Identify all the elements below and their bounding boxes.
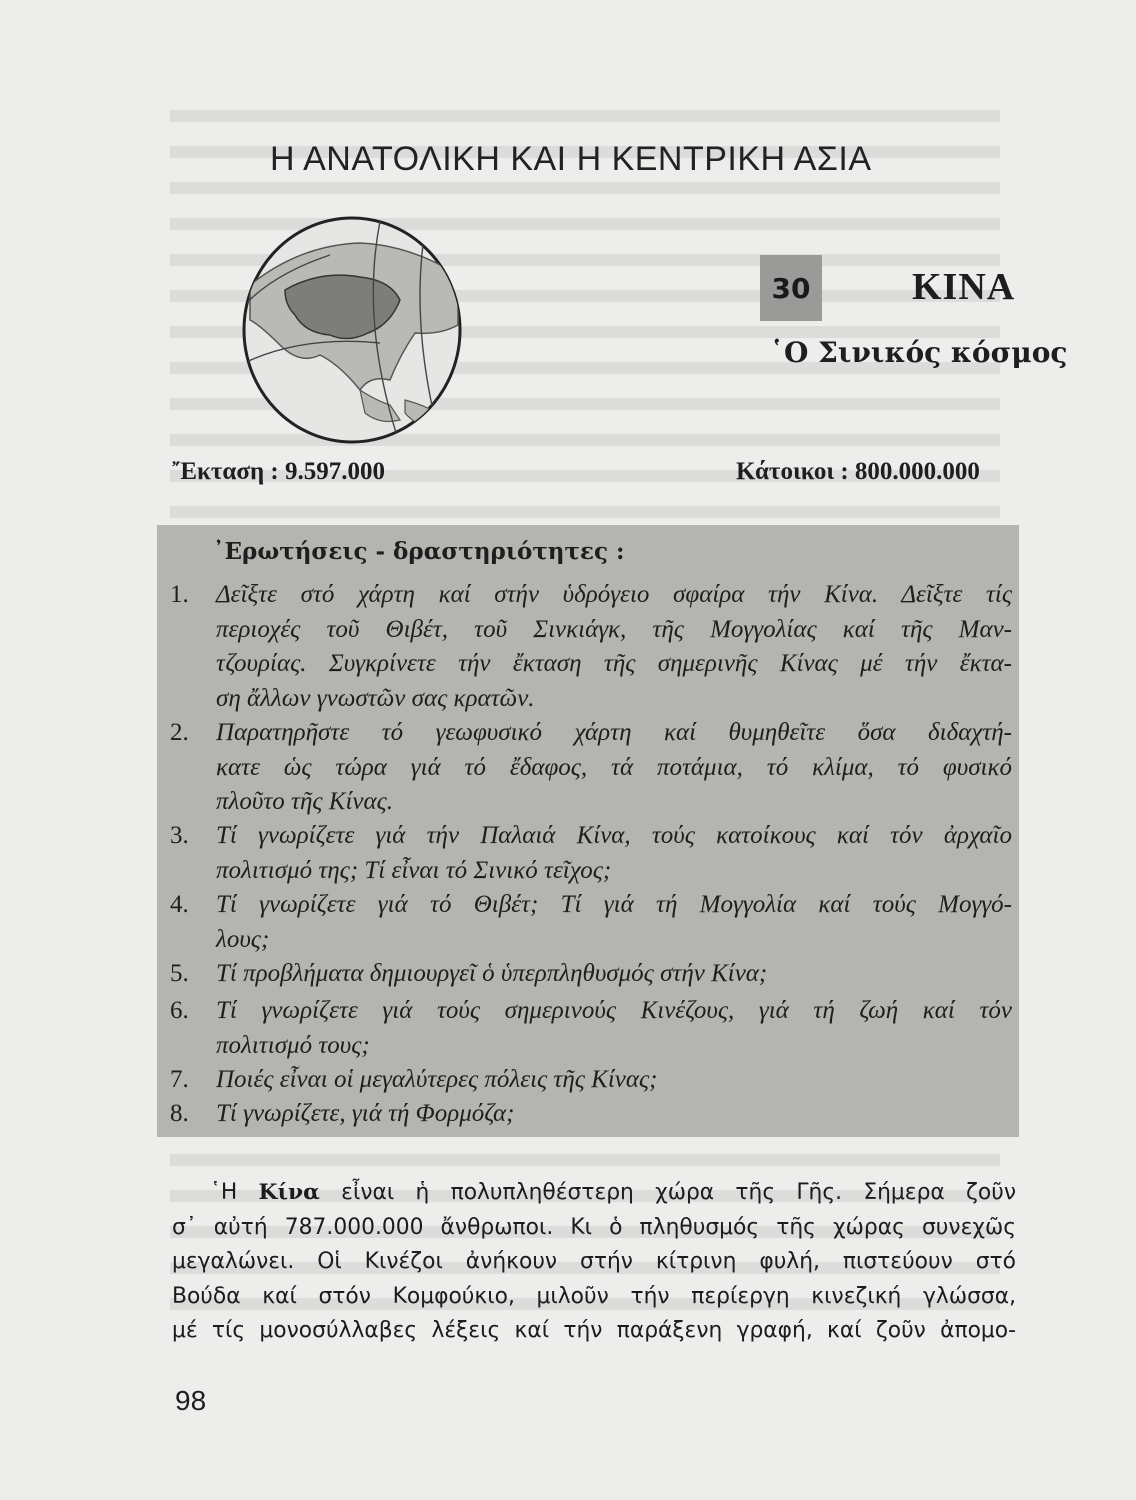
question-line: πολιτισμό τους; xyxy=(216,1031,370,1059)
globe-map-icon xyxy=(240,215,465,445)
body-line xyxy=(172,1176,1016,1211)
question-number: 7. xyxy=(170,1066,189,1093)
bold-term: Κίνα xyxy=(258,1180,320,1205)
question-item xyxy=(170,957,1012,992)
question-number: 6. xyxy=(170,997,189,1024)
question-number: 3. xyxy=(170,822,189,849)
question-item xyxy=(170,1097,1012,1132)
chapter-subtitle: ῾Ο Σινικός κόσμος xyxy=(770,336,1068,369)
question-item xyxy=(170,1063,1012,1098)
page-number: 98 xyxy=(175,1385,207,1416)
question-line: Τί γνωρίζετε γιά τούς σημερινούς Κινέζους, γιά τή ζωή καί τόν xyxy=(216,997,1012,1024)
body-paragraph xyxy=(172,1176,1016,1349)
question-number: 5. xyxy=(170,960,189,987)
questions-heading: ᾿Ερωτήσεις - δραστηριότητες : xyxy=(213,538,625,565)
question-line: λους; xyxy=(216,925,270,953)
question-item xyxy=(170,578,1012,716)
question-line: ση ἄλλων γνωστῶν σας κρατῶν. xyxy=(216,684,535,712)
question-item xyxy=(170,994,1012,1063)
question-line: Τί προβλήματα δημιουργεῖ ὁ ὑπερπληθυσμός στήν Κίνα; xyxy=(216,960,768,987)
question-line: πολιτισμό της; Τί εἶναι τό Σινικό τεῖχος; xyxy=(216,856,612,884)
question-line: Τί γνωρίζετε γιά τήν Παλαιά Κίνα, τούς κατοίκους καί τόν ἀρχαῖο xyxy=(216,822,1012,849)
question-line: Τί γνωρίζετε γιά τό Θιβέτ; Τί γιά τή Μογγολία καί τούς Μογγό- xyxy=(216,891,1012,918)
body-line-start: ῾Η xyxy=(210,1180,259,1205)
question-item xyxy=(170,819,1012,888)
question-line: πλοῦτο τῆς Κίνας. xyxy=(216,788,394,815)
question-line: κατε ὡς τώρα γιά τό ἔδαφος, τά ποτάμια, τό κλίμα, τό φυσικό xyxy=(216,753,1012,781)
body-line-rest: εἶναι ἡ πολυπληθέστερη χώρα τῆς Γῆς. Σήμερα ζοῦν xyxy=(319,1180,1016,1205)
question-item xyxy=(170,888,1012,957)
running-header-title: Η ΑΝΑΤΟΛΙΚΗ ΚΑΙ Η ΚΕΝΤΡΙΚΗ ΑΣΙΑ xyxy=(270,140,872,178)
body-line: σ᾿ αὐτή 787.000.000 ἄνθρωποι. Κι ὁ πληθυσμός τῆς χώρας συνεχῶς xyxy=(172,1214,1016,1240)
population-fact: Κάτοικοι : 800.000.000 xyxy=(736,458,980,485)
question-item xyxy=(170,716,1012,820)
question-number: 1. xyxy=(170,581,189,608)
area-fact: ῎Εκταση : 9.597.000 xyxy=(172,458,385,485)
body-line: μεγαλώνει. Οἱ Κινέζοι ἀνήκουν στήν κίτρινη φυλή, πιστεύουν στό xyxy=(172,1249,1016,1274)
body-line: μέ τίς μονοσύλλαβες λέξεις καί τήν παράξενη γραφή, καί ζοῦν ἀπομο- xyxy=(172,1318,1016,1343)
body-line: Βούδα καί στόν Κομφούκιο, μιλοῦν τήν περίεργη κινεζική γλώσσα, xyxy=(172,1283,1016,1309)
question-number: 8. xyxy=(170,1100,189,1127)
question-line: Ποιές εἶναι οἱ μεγαλύτερες πόλεις τῆς Κίνας; xyxy=(216,1066,658,1093)
question-line: Δεῖξτε στό χάρτη καί στήν ὑδρόγειο σφαίρα τήν Κίνα. Δεῖξτε τίς xyxy=(216,581,1012,608)
question-line: Παρατηρῆστε τό γεωφυσικό χάρτη καί θυμηθεῖτε ὅσα διδαχτή- xyxy=(216,719,1012,746)
chapter-title: ΚΙΝΑ xyxy=(912,266,1016,308)
question-line: περιοχές τοῦ Θιβέτ, τοῦ Σινκιάγκ, τῆς Μογγολίας καί τῆς Μαν- xyxy=(216,615,1012,643)
question-line: Τί γνωρίζετε, γιά τή Φορμόζα; xyxy=(216,1100,515,1127)
question-line: τζουρίας. Συγκρίνετε τήν ἔκταση τῆς σημερινῆς Κίνας μέ τήν ἔκτα- xyxy=(216,650,1012,677)
question-number: 4. xyxy=(170,891,189,918)
question-number: 2. xyxy=(170,719,189,746)
chapter-number-badge: 30 xyxy=(760,255,822,321)
